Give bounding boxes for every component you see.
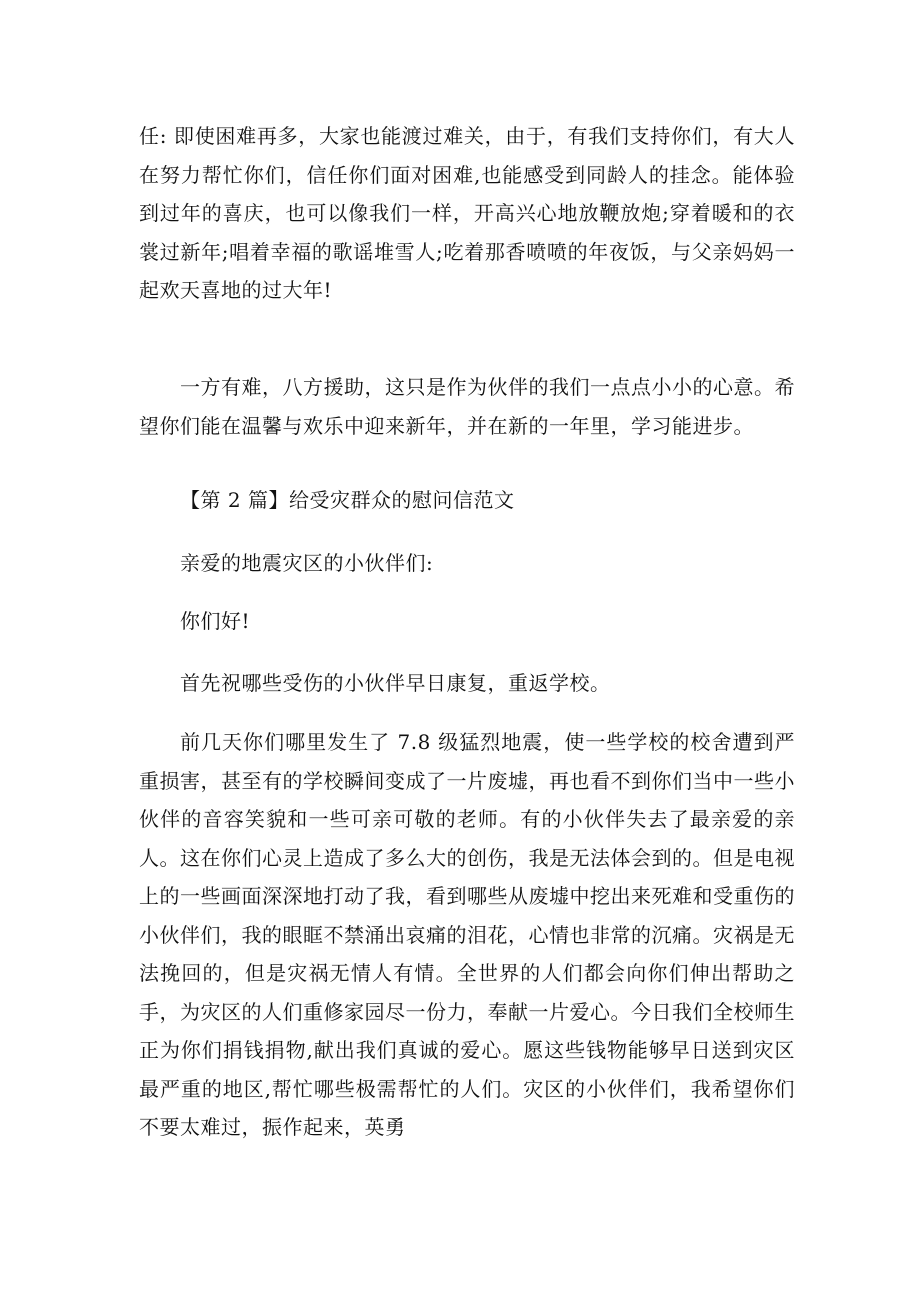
paragraph-earthquake-letter: 前几天你们哪里发生了 7.8 级猛烈地震，使一些学校的校舍遭到严重损害，甚至有的学校瞬间变成了一片废墟，再也看不到你们当中一些小伙伴的音容笑貌和一些可亲可敬的老师。有的小伙伴失去了最亲爱的亲人。这在你们心灵上造成了多么大的创伤，我是无法体会到的。但是电视上的一些画面深深地打动了我，看到哪些从废墟中挖出来死难和受重伤的小伙伴们，我的眼眶不禁涌出哀痛的泪花，心情也非常的沉痛。灾祸是无法挽回的，但是灾祸无情人有情。全世界的人们都会向你们伸出帮助之手，为灾区的人们重修家园尽一份力，奉献一片爱心。今日我们全校师生正为你们捐钱捐物,献出我们真诚的爱心。愿这些钱物能够早日送到灾区最严重的地区,帮忙哪些极需帮忙的人们。灾区的小伙伴们，我希望你们不要太难过，振作起来，英勇	[139, 730, 795, 1139]
letter-greeting: 亲爱的地震灾区的小伙伴们:	[180, 551, 434, 575]
section-heading: 【第 2 篇】给受灾群众的慰问信范文	[180, 488, 515, 512]
paragraph-continuation: 任: 即使困难再多，大家也能渡过难关，由于，有我们支持你们，有大人在努力帮忙你们，信任你们面对困难,也能感受到同龄人的挂念。能体验到过年的喜庆，也可以像我们一样，开高兴心地放鞭放炮;穿着暖和的衣裳过新年;唱着幸福的歌谣堆雪人;吃着那香喷喷的年夜饭，与父亲妈妈一起欢天喜地的过大年!	[139, 124, 795, 302]
letter-hello: 你们好!	[180, 609, 251, 633]
paragraph-help-wishes: 一方有难，八方援助，这只是作为伙伴的我们一点点小小的心意。希望你们能在温馨与欢乐中迎来新年，并在新的一年里，学习能进步。	[139, 375, 795, 438]
paragraph-recovery-wish: 首先祝哪些受伤的小伙伴早日康复，重返学校。	[180, 671, 611, 695]
